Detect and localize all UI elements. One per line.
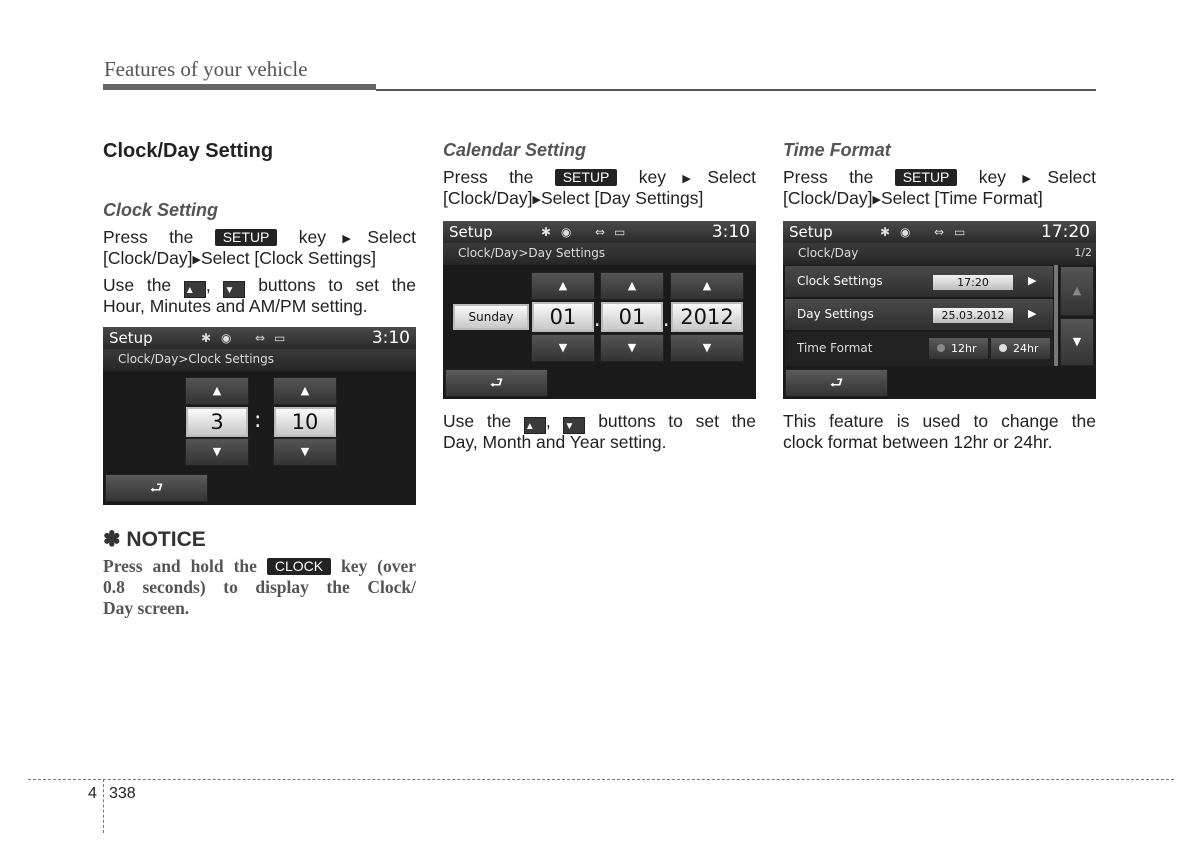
play-right-icon: ▶: [872, 194, 881, 206]
day-value[interactable]: 01: [532, 302, 594, 332]
down-arrow-icon: ▼: [300, 445, 310, 458]
word-press: Press: [103, 227, 148, 247]
back-button[interactable]: [785, 369, 888, 397]
minute-value[interactable]: 10: [274, 407, 336, 437]
disc-icon: ◉: [900, 225, 911, 239]
bluetooth-icon: ✱: [880, 225, 891, 239]
month-up-button[interactable]: [600, 272, 664, 300]
screen-title: Setup: [449, 223, 493, 241]
month-value[interactable]: 01: [601, 302, 663, 332]
page-number: 338: [109, 785, 136, 802]
date-separator: .: [663, 307, 670, 331]
instruction-line-1: Press the SETUP key▶Select: [783, 167, 1096, 187]
menu-row-day-settings[interactable]: Day Settings 25.03.2012 ▶: [785, 299, 1053, 331]
hour-value[interactable]: 3: [186, 407, 248, 437]
bluetooth-icon: ✱: [541, 225, 552, 239]
down-arrow-icon: ▼: [212, 445, 222, 458]
back-button[interactable]: [445, 369, 548, 397]
year-up-button[interactable]: [670, 272, 744, 300]
day-up-button[interactable]: [531, 272, 595, 300]
usb-icon: ⇔: [595, 225, 606, 239]
clock-day-menu-screen: [783, 221, 1096, 399]
day-settings-screen: [443, 221, 756, 399]
play-right-icon: ▶: [192, 254, 201, 266]
year-value[interactable]: 2012: [671, 302, 743, 332]
format-12hr-option[interactable]: 12hr: [928, 337, 989, 360]
disc-icon: ◉: [561, 225, 572, 239]
scroll-down-button[interactable]: [1060, 318, 1094, 366]
notice-line-1: Press and hold the CLOCK key (over: [103, 556, 417, 576]
description-line-2: clock format between 12hr or 24hr.: [783, 432, 1053, 452]
screen-title: Setup: [109, 329, 153, 347]
buttons-instruction-line: Use the ▲ , ▼ buttons to set the: [443, 411, 756, 432]
menu-row-time-format: Time Format 12hr 24hr: [785, 332, 1053, 366]
instruction-line-2: [Clock/Day]▶Select [Day Settings]: [443, 188, 704, 208]
page-header-title: Features of your vehicle: [104, 57, 308, 81]
header-rule-thick: [103, 84, 376, 90]
play-right-icon: ▶: [325, 233, 368, 245]
date-separator: .: [594, 307, 601, 331]
footer-vertical-rule: [103, 779, 104, 833]
back-icon: ⮐: [149, 479, 164, 497]
instruction-line-1: [103, 227, 416, 250]
clock-value-field: 17:20: [933, 275, 1013, 290]
page-indicator: 1/2: [1074, 246, 1092, 259]
clock-settings-screen: [103, 327, 416, 505]
weekday-value: Sunday: [453, 304, 529, 330]
hour-up-button[interactable]: [185, 377, 249, 405]
screen-title: Setup: [789, 223, 833, 241]
screen-breadcrumb: Clock/Day>Clock Settings: [103, 349, 416, 371]
play-right-icon: ▶: [1005, 173, 1048, 185]
disc-icon: ◉: [221, 331, 232, 345]
up-arrow-icon: ▲: [524, 417, 546, 434]
notice-line-2: 0.8 seconds) to display the Clock/: [103, 577, 416, 597]
notice-heading: ✽ NOTICE: [103, 528, 206, 551]
screen-clock: 3:10: [711, 222, 750, 242]
setup-key-badge: SETUP: [215, 229, 278, 246]
up-arrow-icon: ▲: [627, 279, 637, 292]
usb-icon: ⇔: [255, 331, 266, 345]
subheading-calendar-setting: Calendar Setting: [443, 140, 587, 160]
down-arrow-icon: ▼: [558, 341, 568, 354]
chapter-number: 4: [88, 785, 97, 802]
back-button[interactable]: [105, 474, 208, 502]
aux-icon: ▭: [274, 331, 286, 345]
down-arrow-icon: ▼: [1072, 335, 1082, 348]
instruction-line-2: [Clock/Day]▶Select [Clock Settings]: [103, 248, 377, 268]
setup-key-badge: SETUP: [555, 169, 618, 186]
setup-key-badge: SETUP: [895, 169, 958, 186]
buttons-instruction-line-2: Hour, Minutes and AM/PM setting.: [103, 296, 368, 316]
scroll-up-button[interactable]: [1060, 266, 1094, 316]
word-the: the: [169, 227, 194, 247]
screen-status-bar: [783, 221, 1096, 243]
instruction-line-1: Press the SETUP key▶Select: [443, 167, 756, 187]
section-heading: Clock/Day Setting: [103, 140, 274, 162]
play-right-icon: ▶: [532, 194, 541, 206]
screen-status-bar: [103, 327, 416, 349]
description-line-1: This feature is used to change the: [783, 411, 1096, 431]
back-icon: ⮐: [829, 374, 844, 392]
minute-up-button[interactable]: [273, 377, 337, 405]
radio-icon: [937, 344, 945, 352]
down-arrow-icon: ▼: [702, 341, 712, 354]
scrollbar[interactable]: [1054, 265, 1058, 366]
down-arrow-icon: ▼: [627, 341, 637, 354]
down-arrow-icon: ▼: [563, 417, 585, 434]
down-arrow-icon: ▼: [223, 281, 245, 298]
day-down-button[interactable]: [531, 334, 595, 362]
buttons-instruction-line-2: Day, Month and Year setting.: [443, 432, 667, 452]
usb-icon: ⇔: [934, 225, 945, 239]
up-arrow-icon: ▲: [558, 279, 568, 292]
screen-breadcrumb: Clock/Day 1/2: [783, 243, 1096, 265]
month-down-button[interactable]: [600, 334, 664, 362]
screen-breadcrumb: Clock/Day>Day Settings: [443, 243, 756, 265]
aux-icon: ▭: [614, 225, 626, 239]
clock-key-badge: CLOCK: [267, 558, 331, 575]
day-value-field: 25.03.2012: [933, 308, 1013, 323]
bluetooth-icon: ✱: [201, 331, 212, 345]
screen-clock: 3:10: [371, 328, 410, 348]
subheading-clock-setting: Clock Setting: [103, 200, 219, 220]
back-icon: ⮐: [489, 374, 504, 392]
key-select-text: key▶Select: [298, 227, 416, 247]
time-separator: :: [254, 408, 262, 433]
aux-icon: ▭: [954, 225, 966, 239]
up-arrow-icon: ▲: [212, 384, 222, 397]
play-right-icon: ▶: [665, 173, 708, 185]
minute-down-button[interactable]: [273, 438, 337, 466]
up-arrow-icon: ▲: [300, 384, 310, 397]
up-arrow-icon: ▲: [702, 279, 712, 292]
footer-dashed-rule: [28, 779, 1174, 780]
radio-selected-icon: [999, 344, 1007, 352]
header-rule-thin: [376, 89, 1096, 91]
hour-down-button[interactable]: [185, 438, 249, 466]
year-down-button[interactable]: [670, 334, 744, 362]
up-arrow-icon: ▲: [184, 281, 206, 298]
instruction-line-2: [Clock/Day]▶Select [Time Format]: [783, 188, 1043, 208]
subheading-time-format: Time Format: [783, 140, 891, 160]
menu-row-clock-settings[interactable]: Clock Settings 17:20 ▶: [785, 266, 1053, 298]
play-right-icon: ▶: [1028, 307, 1037, 320]
notice-line-3: Day screen.: [103, 598, 190, 618]
screen-clock: 17:20: [1041, 222, 1090, 242]
buttons-instruction-line: Use the ▲ , ▼ buttons to set the: [103, 275, 416, 296]
screen-status-bar: [443, 221, 756, 243]
format-24hr-option[interactable]: 24hr: [990, 337, 1051, 360]
play-right-icon: ▶: [1028, 274, 1037, 287]
up-arrow-icon: ▲: [1072, 284, 1082, 297]
